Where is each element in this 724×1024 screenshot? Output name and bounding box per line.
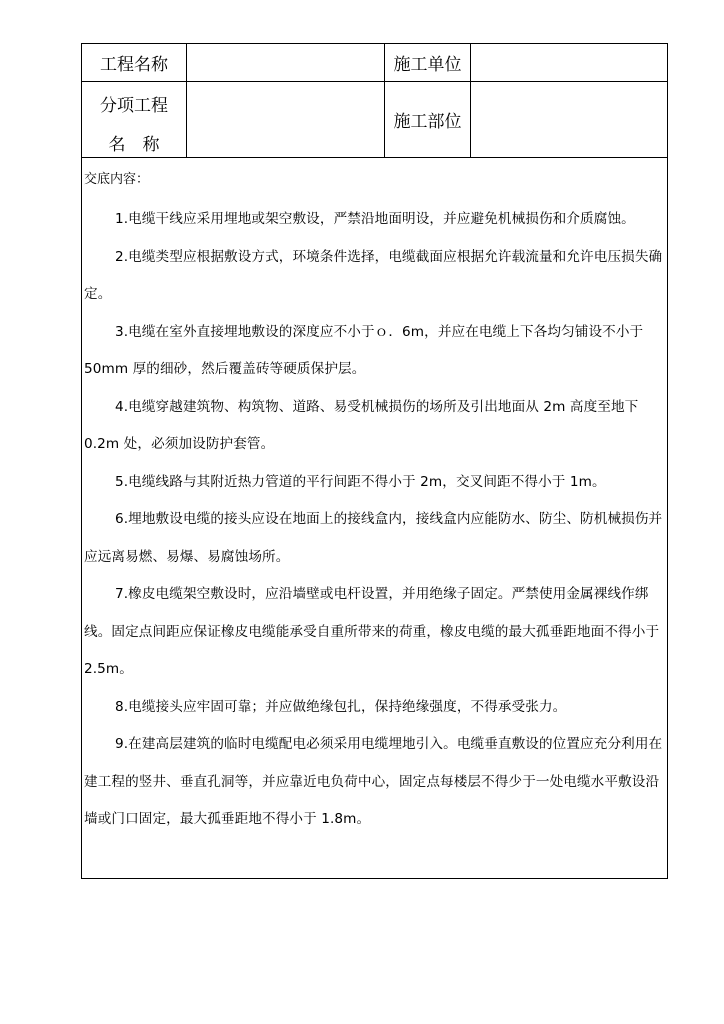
subproject-value[interactable] (187, 82, 384, 157)
clause-6: 6.埋地敷设电缆的接头应设在地面上的接线盒内，接线盒内应能防水、防尘、防机械损伤并应远离易燃、易爆、易腐蚀场所。 (84, 511, 663, 565)
contractor-value[interactable] (471, 44, 667, 81)
clause-1: 1.电缆干线应采用埋地或架空敷设，严禁沿地面明设，并应避免机械损伤和介质腐蚀。 (115, 211, 635, 227)
disclosure-content (82, 158, 667, 839)
location-value[interactable] (471, 82, 667, 157)
disclosure-form (81, 43, 668, 879)
clause-2: 2.电缆类型应根据敷设方式，环境条件选择，电缆截面应根据允许载流量和允许电压损失确定。 (84, 248, 663, 302)
clause-8: 8.电缆接头应牢固可靠；并应做绝缘包扎，保持绝缘强度，不得承受张力。 (115, 698, 567, 715)
clause-4: 4.电缆穿越建筑物、构筑物、道路、易受机械损伤的场所及引出地面从 2m 高度至地下 0.2m 处，必须加设防护套管。 (84, 398, 639, 452)
subproject-label-line1: 分项工程 (100, 96, 168, 116)
content-title: 交底内容： (84, 172, 150, 187)
project-name-label: 工程名称 (100, 55, 168, 75)
clause-3: 3.电缆在室外直接埋地敷设的深度应不小于ｏ．6m，并应在电缆上下各均匀铺设不小于 50mm 厚的细砂，然后覆盖砖等硬质保护层。 (84, 323, 644, 377)
clause-5: 5.电缆线路与其附近热力管道的平行间距不得小于 2m，交叉间距不得小于 1m。 (115, 473, 606, 490)
project-name-value[interactable] (187, 44, 384, 81)
clause-7: 7.橡皮电缆架空敷设时，应沿墙壁或电杆设置，并用绝缘子固定。严禁使用金属裸线作绑线。固定点间距应保证橡皮电缆能承受自重所带来的荷重，橡皮电缆的最大孤垂距地面不得小于 2.5m。 (84, 586, 660, 677)
subproject-label-line2: 名 称 (108, 135, 160, 155)
contractor-label: 施工单位 (393, 55, 462, 75)
location-label: 施工部位 (393, 112, 462, 132)
clause-9: 9.在建高层建筑的临时电缆配电必须采用电缆埋地引入。电缆垂直敷设的位置应充分利用在建工程的竖井、垂直孔洞等，并应靠近电负荷中心，固定点每楼层不得少于一处电缆水平敷设沿墙或门口固定，最大孤垂距地不得小于 1.8m。 (84, 736, 663, 827)
